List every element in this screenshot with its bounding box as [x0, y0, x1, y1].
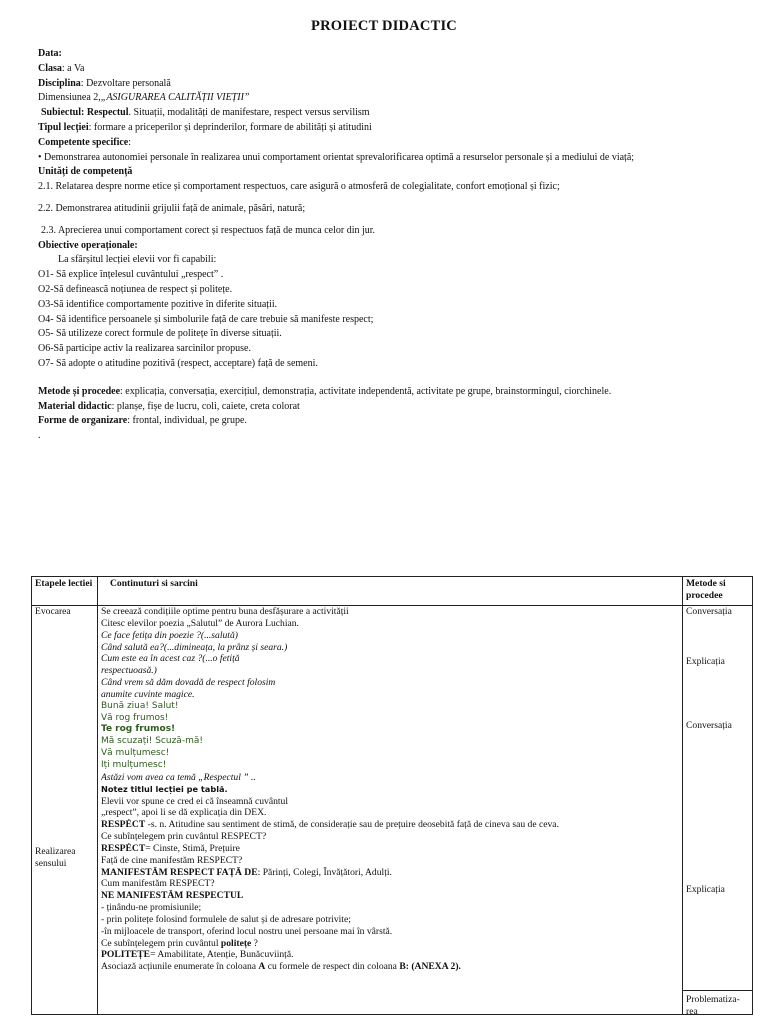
politete-definition: POLITEȚE= Amabilitate, Atenție, Bunăcuviință. — [101, 949, 294, 961]
content-line: - ținându-ne promisiunile; — [101, 902, 202, 914]
content-line: Când vrem să dăm dovadă de respect folosim — [101, 677, 276, 689]
politete-question: Ce subînțelegem prin cuvântul politețe ? — [101, 937, 258, 949]
header-metode: Metode si procedee — [683, 577, 753, 606]
subiect-line: Subiectul: Respectul. Situații, modalități de manifestare, respect versus servilism — [41, 107, 370, 119]
competenta-1: • Demonstrarea autonomiei personale în realizarea unui comportament orientat sprevalorificarea optimă a resurselor personale și a mediului de viață; — [38, 151, 635, 163]
table-row — [32, 606, 753, 1015]
competente-line: Competente specifice: — [38, 136, 132, 148]
material-line: Material didactic: planșe, fișe de lucru, coli, caiete, creta colorat — [38, 400, 300, 412]
content-line: Ce face fetița din poezie ?(...salută) — [101, 629, 238, 641]
forme-line: Forme de organizare: frontal, individual, pe grupe. — [38, 415, 247, 427]
obiectiv-item: O5- Să utilizeze corect formule de politețe în diverse situații. — [38, 328, 282, 340]
respect-synonyms: RESPÉCT= Cinste, Stimă, Prețuire — [101, 842, 240, 854]
obiectiv-item: O6-Să participe activ la realizarea sarcinilor propuse. — [38, 343, 251, 355]
lesson-table — [31, 576, 753, 1015]
unitate-1: 2.1. Relatarea despre norme etice și comportament respectuos, care asigură o atmosferă de colegialitate, confort emoțional și fizic; — [38, 181, 560, 193]
anexa-task: Asociază acțiunile enumerate în coloana A cu formele de respect din coloana B: (ANEXA 2). — [101, 961, 461, 973]
metoda-item: rea — [686, 1006, 698, 1017]
metode-cell — [683, 606, 753, 1015]
metode-line: Metode și procedee: explicația, conversația, exercițiul, demonstrația, activitate independentă, activitate pe grupe, brainstormingul, ciorchinele. — [38, 385, 612, 397]
content-line: Astăzi vom avea ca temă „Respectul ” .. — [101, 771, 256, 783]
content-line: respectuoasă.) — [101, 665, 157, 677]
metoda-item: Conversația — [686, 720, 732, 731]
lesson-metadata — [38, 47, 753, 444]
content-line: Vă rog frumos! — [101, 712, 169, 723]
clasa-line: Clasa: a Va — [38, 62, 85, 74]
trailing-dot: . — [38, 430, 41, 442]
content-line: Elevii vor spune ce cred ei că înseamnă cuvântul — [101, 795, 288, 807]
table-header-row — [32, 577, 753, 606]
obiective-label: Obiective operaționale: — [38, 239, 138, 251]
obiectiv-item: O2-Să definească noțiunea de respect și politețe. — [38, 283, 233, 295]
content-line: NE MANIFESTĂM RESPECTUL — [101, 890, 244, 902]
obiectiv-item: O4- Să identifice persoanele și simbolurile față de care trebuie să manifeste respect; — [38, 313, 374, 325]
unitate-2: 2.2. Demonstrarea atitudinii grijulii față de animale, păsări, natură; — [38, 202, 306, 214]
etapa-realizarea: Realizarea sensului — [35, 846, 76, 869]
content-line: Se creează condițiile optime pentru buna desfășurare a activității — [101, 606, 349, 617]
tip-lectie-line: Tipul lecției: formare a priceperilor și deprinderilor, formare de abilități și atitudini — [38, 121, 372, 133]
content-cell — [98, 606, 683, 1015]
content-line: Citesc elevilor poezia „Salutul” de Aurora Luchian. — [101, 617, 299, 629]
etapa-evocarea: Evocarea — [35, 606, 71, 617]
obiectiv-item: O1- Să explice înțelesul cuvântului „respect” . — [38, 269, 224, 281]
manifestam-fata-de: MANIFESTĂM RESPECT FAȚĂ DE: Părinți, Colegi, Învățători, Adulți. — [101, 866, 392, 878]
obiective-intro: La sfârșitul lecției elevii vor fi capabili: — [58, 254, 217, 266]
content-line: Cum este ea în acest caz ?(...o fetiță — [101, 653, 240, 665]
obiectiv-item: O7- Să adopte o atitudine pozitivă (respect, acceptare) față de semeni. — [38, 357, 318, 369]
content-line: Vă mulțumesc! — [101, 748, 170, 759]
content-line: Mă scuzați! Scuză-mă! — [101, 736, 203, 747]
data-label: Data: — [38, 48, 62, 59]
content-line: Cum manifestăm RESPECT? — [101, 878, 215, 890]
document-title: PROIECT DIDACTIC — [311, 18, 457, 34]
content-line: Te rog frumos! — [101, 724, 176, 735]
unitate-3: 2.3. Aprecierea unui comportament corect și respectuos față de munca celor din jur. — [41, 224, 376, 236]
content-line: Bună ziua! Salut! — [101, 700, 179, 711]
metoda-item: Explicația — [686, 656, 725, 667]
content-lines — [101, 606, 680, 973]
etapa-cell — [32, 606, 98, 1015]
content-line: Notez titlul lecției pe tablă. — [101, 783, 228, 794]
content-line: Îți mulțumesc! — [101, 759, 167, 770]
dex-definition: RESPÉCT -s. n. Atitudine sau sentiment de stimă, de considerație sau de prețuire deosebită față de cineva sau de ceva. — [101, 819, 559, 831]
metoda-item: Problematiza- — [686, 994, 740, 1005]
dimensiunea-line: Dimensiunea 2,„ASIGURAREA CALITĂȚII VIEȚII” — [38, 92, 250, 104]
content-line: Când salută ea?(...dimineața, la prânz și seara.) — [101, 641, 288, 653]
disciplina-line: Disciplina: Dezvoltare personală — [38, 77, 171, 89]
content-line: Ce subînțelegem prin cuvântul RESPECT? — [101, 831, 267, 843]
metoda-item: Explicația — [686, 884, 725, 895]
content-line: „respect”, apoi li se dă explicația din DEX. — [101, 807, 267, 819]
obiectiv-item: O3-Să identifice comportamente pozitive în diferite situații. — [38, 298, 278, 310]
content-line: anumite cuvinte magice. — [101, 688, 195, 700]
unitati-label: Unități de competență — [38, 166, 133, 178]
content-line: Față de cine manifestăm RESPECT? — [101, 854, 243, 866]
content-line: -în mijloacele de transport, oferind locul nostru unei persoane mai în vârstă. — [101, 925, 393, 937]
content-line: - prin politețe folosind formulele de salut și de adresare potrivite; — [101, 913, 351, 925]
header-etapele: Etapele lectiei — [32, 577, 98, 606]
metode-divider — [683, 990, 752, 991]
metoda-item: Conversația — [686, 606, 732, 617]
header-continuturi: Continuturi si sarcini — [98, 577, 683, 606]
